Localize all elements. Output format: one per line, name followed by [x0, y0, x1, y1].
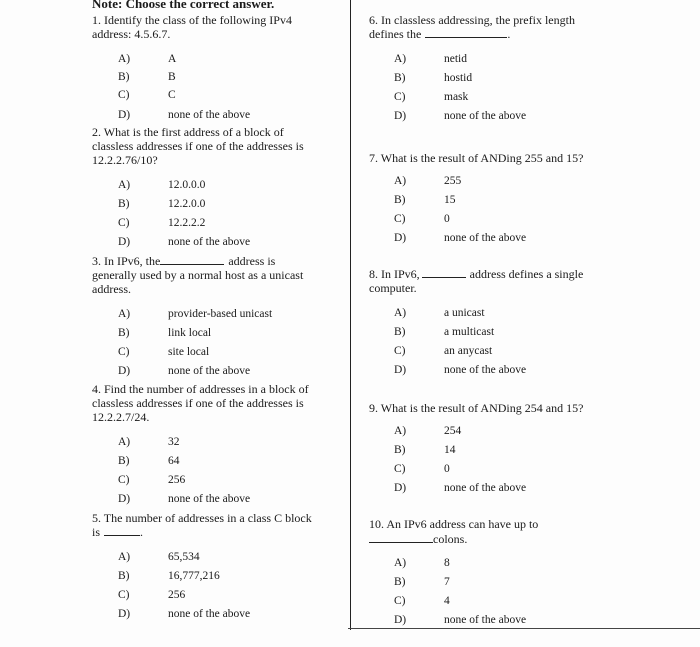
option-text: C — [168, 89, 176, 101]
option-text: an anycast — [444, 345, 493, 357]
answer-blank — [422, 268, 466, 278]
option-letter: B) — [394, 576, 406, 588]
option-text: none of the above — [168, 236, 251, 248]
question-8-text-start: 8. In IPv6, — [369, 267, 420, 281]
bottom-rule — [348, 628, 700, 629]
option-text: provider-based unicast — [168, 308, 273, 320]
option-text: none of the above — [444, 482, 527, 494]
option-text: netid — [444, 53, 467, 65]
question-2-line-3: 12.2.2.76/10? — [92, 153, 158, 167]
question-2-line-2: classless addresses if one of the addresses is — [92, 139, 304, 153]
option-letter: D) — [118, 493, 131, 505]
option-letter: D) — [118, 236, 131, 248]
answer-blank — [160, 255, 224, 265]
question-9-line-1: 9. What is the result of ANDing 254 and 15? — [369, 401, 584, 415]
question-6-line-2 — [369, 28, 510, 42]
option-text: 256 — [168, 474, 186, 486]
option-text: a multicast — [444, 326, 495, 338]
question-1-line-2: address: 4.5.6.7. — [92, 27, 171, 41]
question-5-text-end: . — [140, 525, 144, 539]
option-text: 8 — [444, 557, 450, 569]
option-text: hostid — [444, 72, 473, 84]
option-letter: B) — [118, 327, 130, 339]
option-letter: A) — [394, 53, 407, 65]
option-text: 4 — [444, 595, 450, 607]
option-letter: A) — [118, 308, 131, 320]
option-letter: A) — [394, 307, 407, 319]
question-3-text-end: address is — [228, 254, 276, 268]
question-2-line-1: 2. What is the first address of a block of — [92, 125, 284, 139]
option-letter: A) — [118, 179, 131, 191]
option-text: 64 — [168, 455, 180, 467]
question-6-line-1: 6. In classless addressing, the prefix length — [369, 13, 575, 27]
option-letter: C) — [394, 345, 406, 357]
option-text: 12.2.2.2 — [168, 217, 206, 229]
option-letter: D) — [118, 365, 131, 377]
option-text: none of the above — [168, 608, 251, 620]
question-3-line-3: address. — [92, 282, 131, 296]
option-letter: B) — [118, 455, 130, 467]
question-3-line-1 — [92, 255, 275, 269]
instruction-note: Note: Choose the correct answer. — [92, 0, 275, 11]
option-letter: B) — [394, 72, 406, 84]
option-text: none of the above — [168, 365, 251, 377]
option-text: 12.2.0.0 — [168, 198, 206, 210]
option-letter: C) — [394, 213, 406, 225]
question-8-text-end: address defines a single — [469, 267, 584, 281]
option-letter: D) — [394, 364, 407, 376]
option-text: A — [168, 53, 177, 65]
option-letter: B) — [394, 194, 406, 206]
option-text: 256 — [168, 589, 186, 601]
question-5-text-start: is — [92, 525, 101, 539]
option-text: 254 — [444, 425, 462, 437]
option-text: 65,534 — [168, 551, 200, 563]
question-5-line-2 — [92, 526, 143, 540]
option-text: 7 — [444, 576, 450, 588]
option-text: none of the above — [168, 493, 251, 505]
option-letter: C) — [118, 89, 130, 101]
option-text: 32 — [168, 436, 180, 448]
option-letter: C) — [118, 589, 130, 601]
column-divider — [350, 0, 351, 630]
question-6-text-end: . — [507, 27, 511, 41]
option-text: none of the above — [444, 232, 527, 244]
option-letter: C) — [118, 346, 130, 358]
option-text: site local — [168, 346, 210, 358]
option-letter: B) — [118, 570, 130, 582]
option-text: none of the above — [168, 109, 251, 121]
option-text: link local — [168, 327, 212, 339]
option-letter: A) — [394, 175, 407, 187]
question-3-text-start: 3. In IPv6, the — [92, 254, 161, 268]
question-8-line-1 — [369, 268, 583, 282]
option-text: mask — [444, 91, 469, 103]
question-4-line-3: 12.2.2.7/24. — [92, 410, 150, 424]
option-letter: C) — [394, 463, 406, 475]
question-7-line-1: 7. What is the result of ANDing 255 and 15? — [369, 151, 584, 165]
option-letter: A) — [118, 53, 131, 65]
answer-blank — [425, 28, 507, 38]
option-letter: D) — [118, 608, 131, 620]
option-letter: B) — [394, 326, 406, 338]
option-letter: D) — [394, 110, 407, 122]
question-10-line-1: 10. An IPv6 address can have up to — [369, 517, 539, 531]
option-text: none of the above — [444, 364, 527, 376]
option-letter: D) — [394, 614, 407, 626]
option-letter: A) — [394, 557, 407, 569]
option-letter: D) — [394, 232, 407, 244]
option-letter: C) — [394, 91, 406, 103]
option-text: none of the above — [444, 110, 527, 122]
question-3-line-2: generally used by a normal host as a unicast — [92, 268, 304, 282]
option-text: a unicast — [444, 307, 485, 319]
option-text: 15 — [444, 194, 456, 206]
option-letter: C) — [118, 474, 130, 486]
option-letter: C) — [118, 217, 130, 229]
option-letter: B) — [394, 444, 406, 456]
option-letter: D) — [118, 109, 131, 121]
option-letter: D) — [394, 482, 407, 494]
question-1-line-1: 1. Identify the class of the following IPv4 — [92, 13, 292, 27]
option-letter: C) — [394, 595, 406, 607]
question-10-line-2 — [369, 533, 467, 547]
question-4-line-1: 4. Find the number of addresses in a block of — [92, 382, 309, 396]
option-text: 0 — [444, 463, 450, 475]
option-text: 16,777,216 — [168, 570, 220, 582]
question-6-text-start: defines the — [369, 27, 422, 41]
question-5-line-1: 5. The number of addresses in a class C block — [92, 511, 312, 525]
option-text: B — [168, 71, 176, 83]
answer-blank — [369, 533, 433, 543]
option-text: 0 — [444, 213, 450, 225]
question-4-line-2: classless addresses if one of the addresses is — [92, 396, 304, 410]
option-letter: B) — [118, 198, 130, 210]
option-text: 12.0.0.0 — [168, 179, 206, 191]
option-text: 14 — [444, 444, 456, 456]
option-letter: A) — [394, 425, 407, 437]
option-letter: A) — [118, 436, 131, 448]
question-10-text-end: colons. — [433, 532, 468, 546]
option-letter: B) — [118, 71, 130, 83]
answer-blank — [104, 526, 140, 536]
option-letter: A) — [118, 551, 131, 563]
question-8-line-2: computer. — [369, 281, 417, 295]
option-text: none of the above — [444, 614, 527, 626]
option-text: 255 — [444, 175, 462, 187]
